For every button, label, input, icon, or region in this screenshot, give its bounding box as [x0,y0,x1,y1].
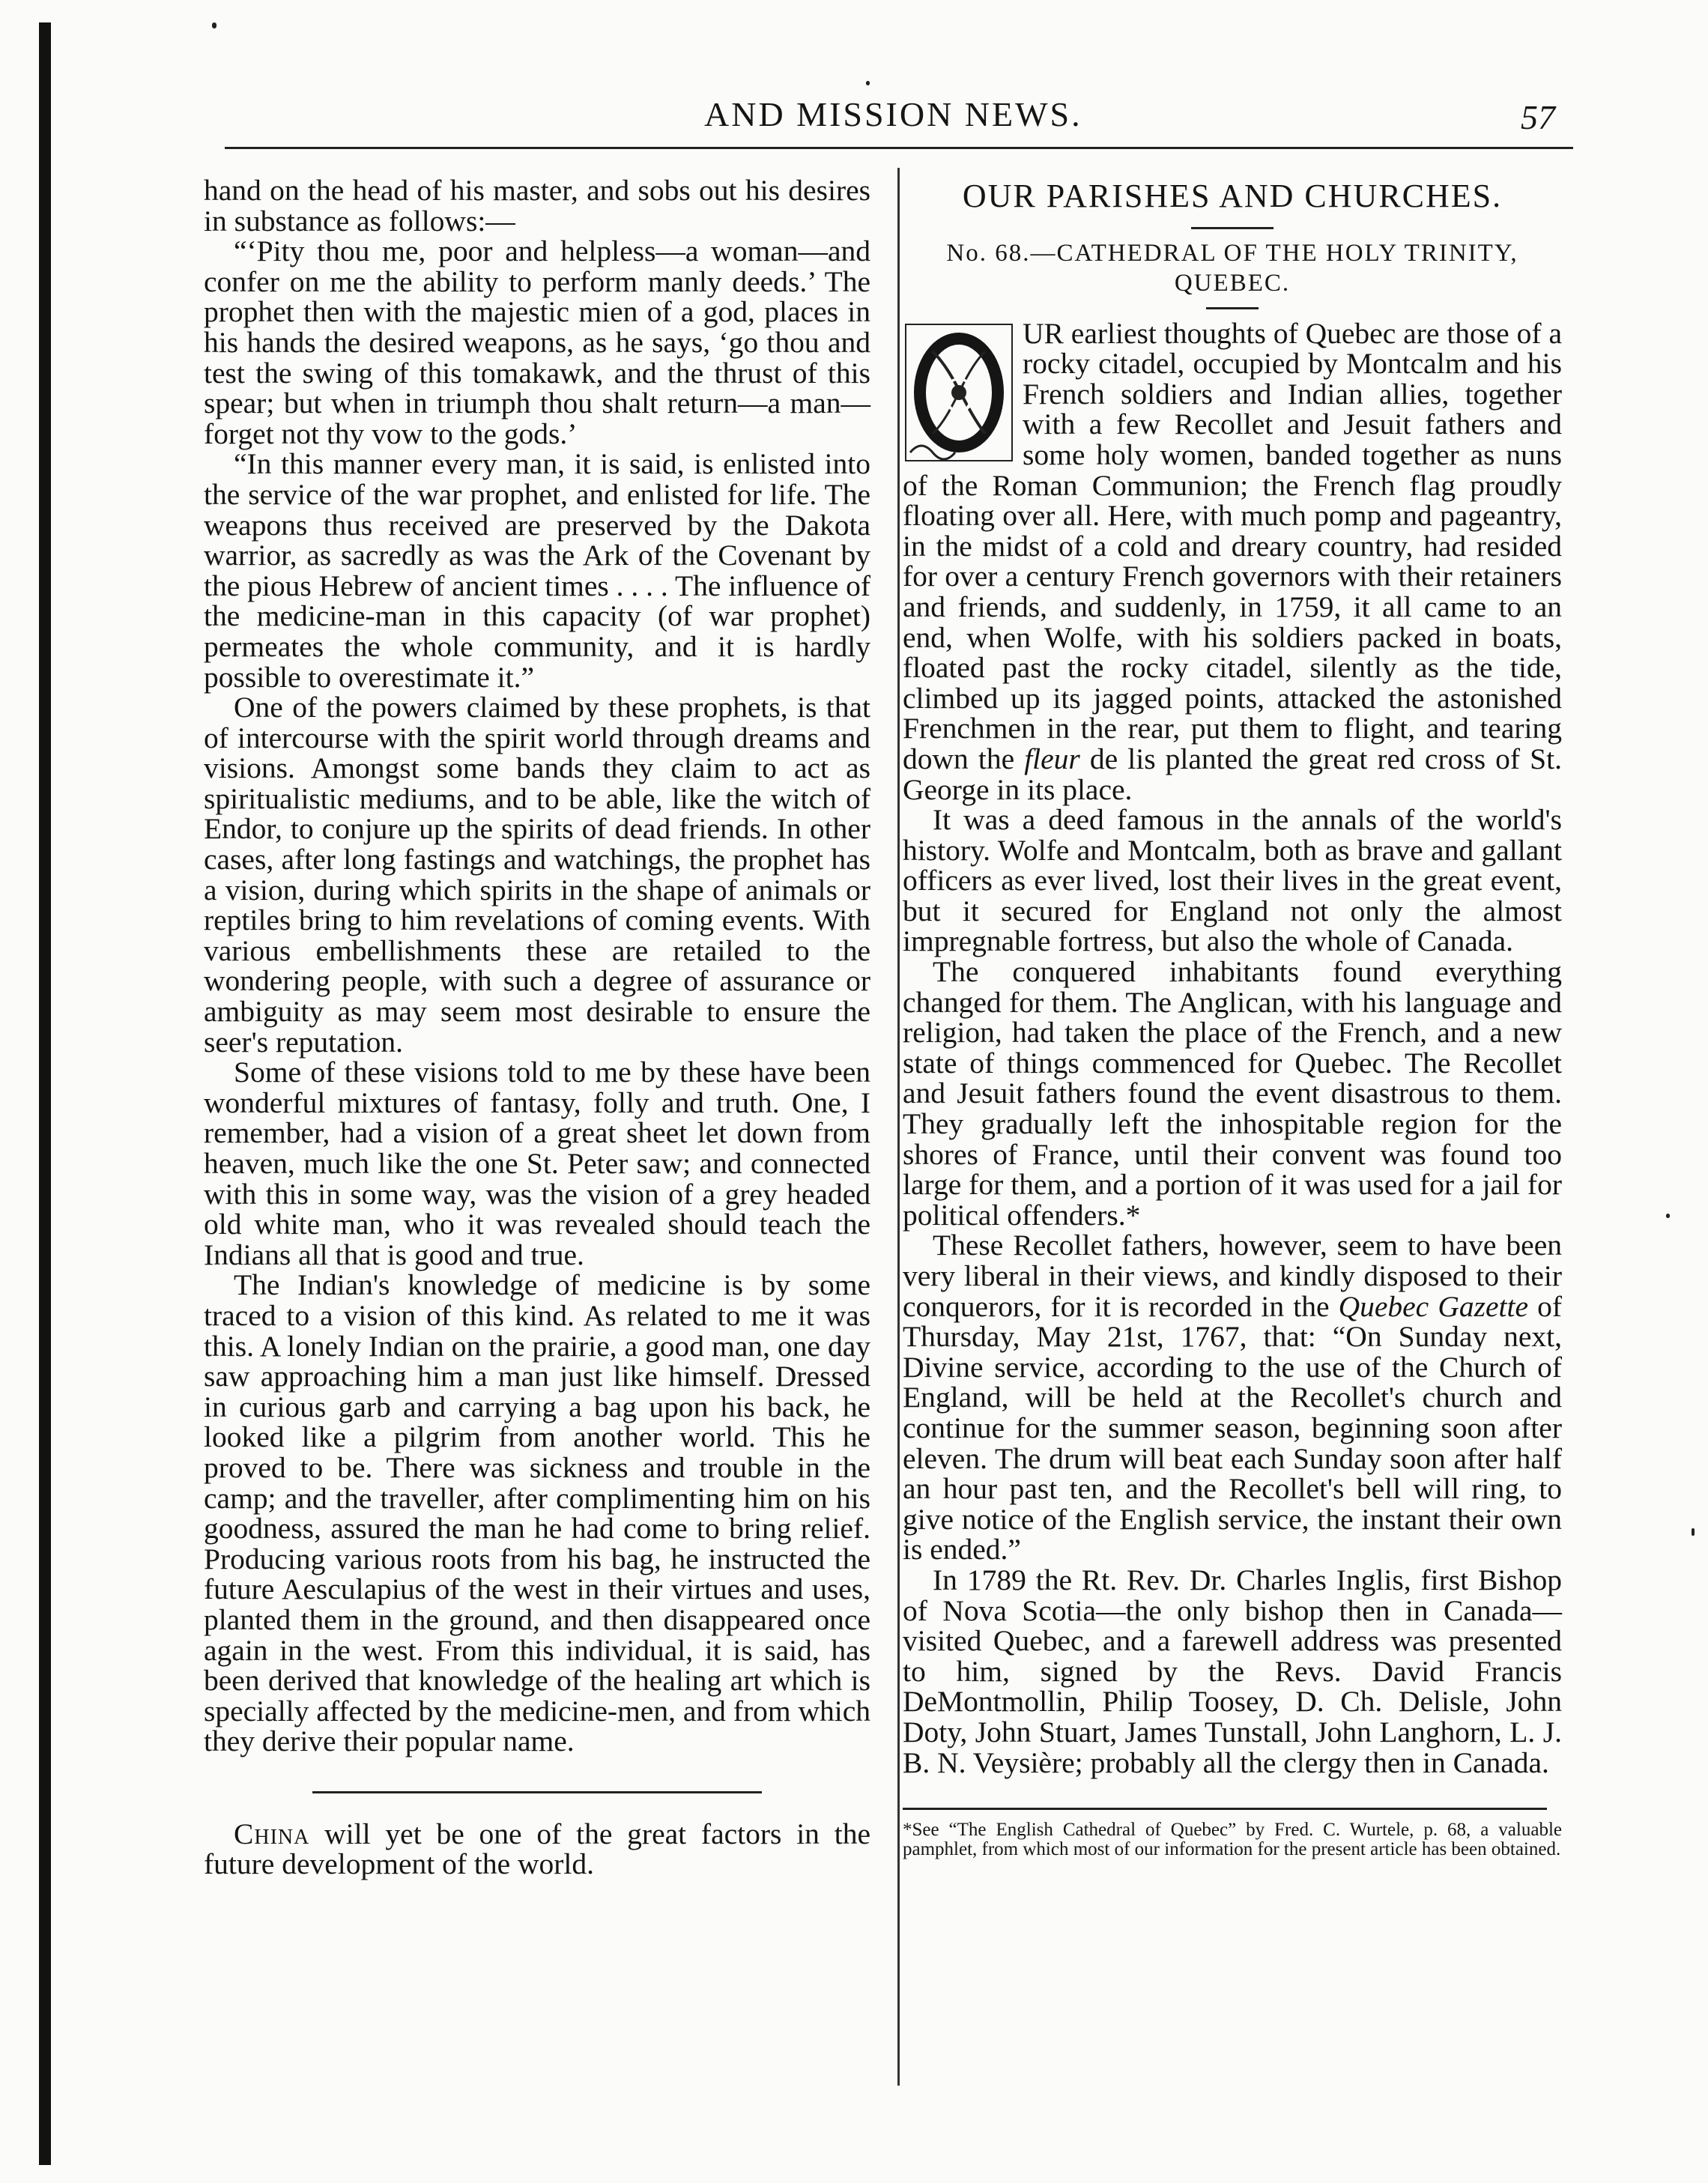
paragraph: In 1789 the Rt. Rev. Dr. Charles Inglis, first Bishop of Nova Scotia—the only bishop then in Canada—visited Quebec, and a farewell address was presented to him, signed by the Revs. David Francis DeMontmollin, Philip Toosey, D. Ch. Delisle, John Doty, John Stuart, James Tunstall, John Langhorn, L. J. B. N. Veysière; probably all the clergy then in Canada. [903,1563,1562,1779]
paragraph-text: of Thursday, May 21st, 1767, that: “On Sunday next, Divine service, according to the use of the Church of England, will be held at the Recollet's church and continue for the summer season, beginning soon after eleven. The drum will beat each Sunday soon after half an hour past ten, and the Recollet's bell will ring, to give notice of the English service, the instant their own is ended.” [903,1289,1562,1566]
binding-edge [39,22,51,2165]
article-subtitle: No. 68.—CATHEDRAL OF THE HOLY TRINITY, QUEBEC. [946,239,1518,297]
china-lead: China [234,1817,310,1850]
intro-end: de lis planted the great red cross of St. George in its place. [903,742,1562,806]
paragraph [903,1230,1562,1565]
china-rest: will yet be one of the great factors in the future development of the world. [204,1817,870,1881]
paragraph: hand on the head of his master, and sobs out his desires in substance as follows:— [204,174,870,237]
paragraph: “‘Pity thou me, poor and helpless—a woman—and confer on me the ability to perform manly deeds.’ The prophet then with the majestic mien of a god, places in his hands the desired weapons, as he says, ‘go thou and test the swing of this tomakawk, and the thrust of this spear; but when in triumph thou shalt return—a man—forget not thy vow to the gods.’ [204,234,870,450]
ink-speck [1666,1214,1670,1218]
paragraph-text: These Recollet fathers, however, seem to have been very liberal in their views, and kindly disposed to their conquerors, for it is recorded in the [903,1229,1562,1323]
header-rule [225,147,1573,149]
column-divider [897,168,900,2086]
footnote-rule [903,1808,1547,1810]
gazette-title: Quebec Gazette [1338,1289,1528,1323]
right-column [903,171,1562,1859]
paragraph: “In this manner every man, it is said, is enlisted into the service of the war prophet, and enlisted for life. The weapons thus received are preserved by the Dakota warrior, as sacredly as was the Ark of the Covenant by the pious Hebrew of ancient times . . . . The influence of the medicine-man in this capacity (of war prophet) permeates the whole community, and it is hardly possible to overestimate it.” [204,447,870,694]
title-rule [1191,227,1274,229]
running-title: AND MISSION NEWS. [704,95,1082,133]
ink-speck [212,22,216,28]
paragraph: Some of these visions told to me by these have been wonderful mixtures of fantasy, folly and truth. One, I remember, had a vision of a great sheet let down from heaven, much like the one St. Peter saw; and connected with this in some way, was the vision of a grey headed old white man, who it was revealed should teach the Indians all that is good and true. [204,1056,870,1271]
paragraph: The conquered inhabitants found everything changed for them. The Anglican, with his language and religion, had taken the place of the French, and a new state of things commenced for Quebec. The Recollet and Jesuit fathers found the event disastrous to them. They gradually left the inhospitable region for the shores of France, until their convent was found too large for them, and a portion of it was used for a jail for political offenders.* [903,955,1562,1232]
ink-speck [1692,1528,1695,1536]
intro-text: UR earliest thoughts of Quebec are those of a rocky citadel, occupied by Montcalm and his French soldiers and Indian allies, together with a few Recollet and Jesuit fathers and some holy women, banded together as nuns of the Roman Communion; the French flag proudly floating over all. Here, with much pomp and pageantry, in the midst of a cold and dreary country, had resided for over a century French governors with their retainers and friends, and suddenly, in 1759, it all came to an end, when Wolfe, with his soldiers packed in boats, floated past the rocky citadel, silently as the tide, climbed up its jagged points, attacked the astonished Frenchmen in the rear, put them to flight, and tearing down the [903,316,1562,775]
section-title: OUR PARISHES AND CHURCHES. [962,178,1503,214]
left-column [204,175,870,1880]
page-number: 57 [1521,98,1555,136]
intro-paragraph [903,318,1562,805]
ink-speck [866,81,870,85]
china-note [204,1819,870,1880]
paragraph: The Indian's knowledge of medicine is by some traced to a vision of this kind. As related to me it was this. A lonely Indian on the prairie, a good man, one day saw approaching him a man just like himself. Dressed in curious garb and carrying a bag upon his back, he looked like a pilgrim from another world. This he proved to be. There was sickness and trouble in the camp; and the traveller, after complimenting him on his goodness, assured the man he had come to bring relief. Producing various roots from his bag, he instructed the future Aesculapius of the west in their virtues and uses, planted them in the ground, and then disappeared once again in the west. From this individual, it is said, has been derived that knowledge of the healing art which is specially affected by the medicine-men, and from which they derive their popular name. [204,1268,870,1758]
paragraph: It was a deed famous in the annals of the world's history. Wolfe and Montcalm, both as brave and gallant officers as ever lived, lost their lives in the great event, but it secured for England not only the almost impregnable fortress, but also the whole of Canada. [903,803,1562,958]
intro-italic: fleur [1024,742,1080,775]
footnote: *See “The English Cathedral of Quebec” by Fred. C. Wurtele, p. 68, a valuable pamphlet, from which most of our information for the present article has been obtained. [903,1820,1562,1860]
subtitle-rule [1206,307,1259,309]
svg-text:O: O [940,369,978,423]
ornamental-letter-icon [903,321,1015,464]
decorated-initial-o [903,321,1015,464]
paragraph: One of the powers claimed by these prophets, is that of intercourse with the spirit world through dreams and visions. Amongst some bands they claim to act as spiritualistic mediums, and to be able, like the witch of Endor, to conjure up the spirits of dead friends. In other cases, after long fastings and watchings, the prophet has a vision, during which spirits in the shape of animals or reptiles bring to him revelations of coming events. With various embellishments these are retailed to the wondering people, with such a degree of assurance or ambiguity as may seem most desirable to ensure the seer's reputation. [204,691,870,1059]
section-rule [312,1791,762,1793]
